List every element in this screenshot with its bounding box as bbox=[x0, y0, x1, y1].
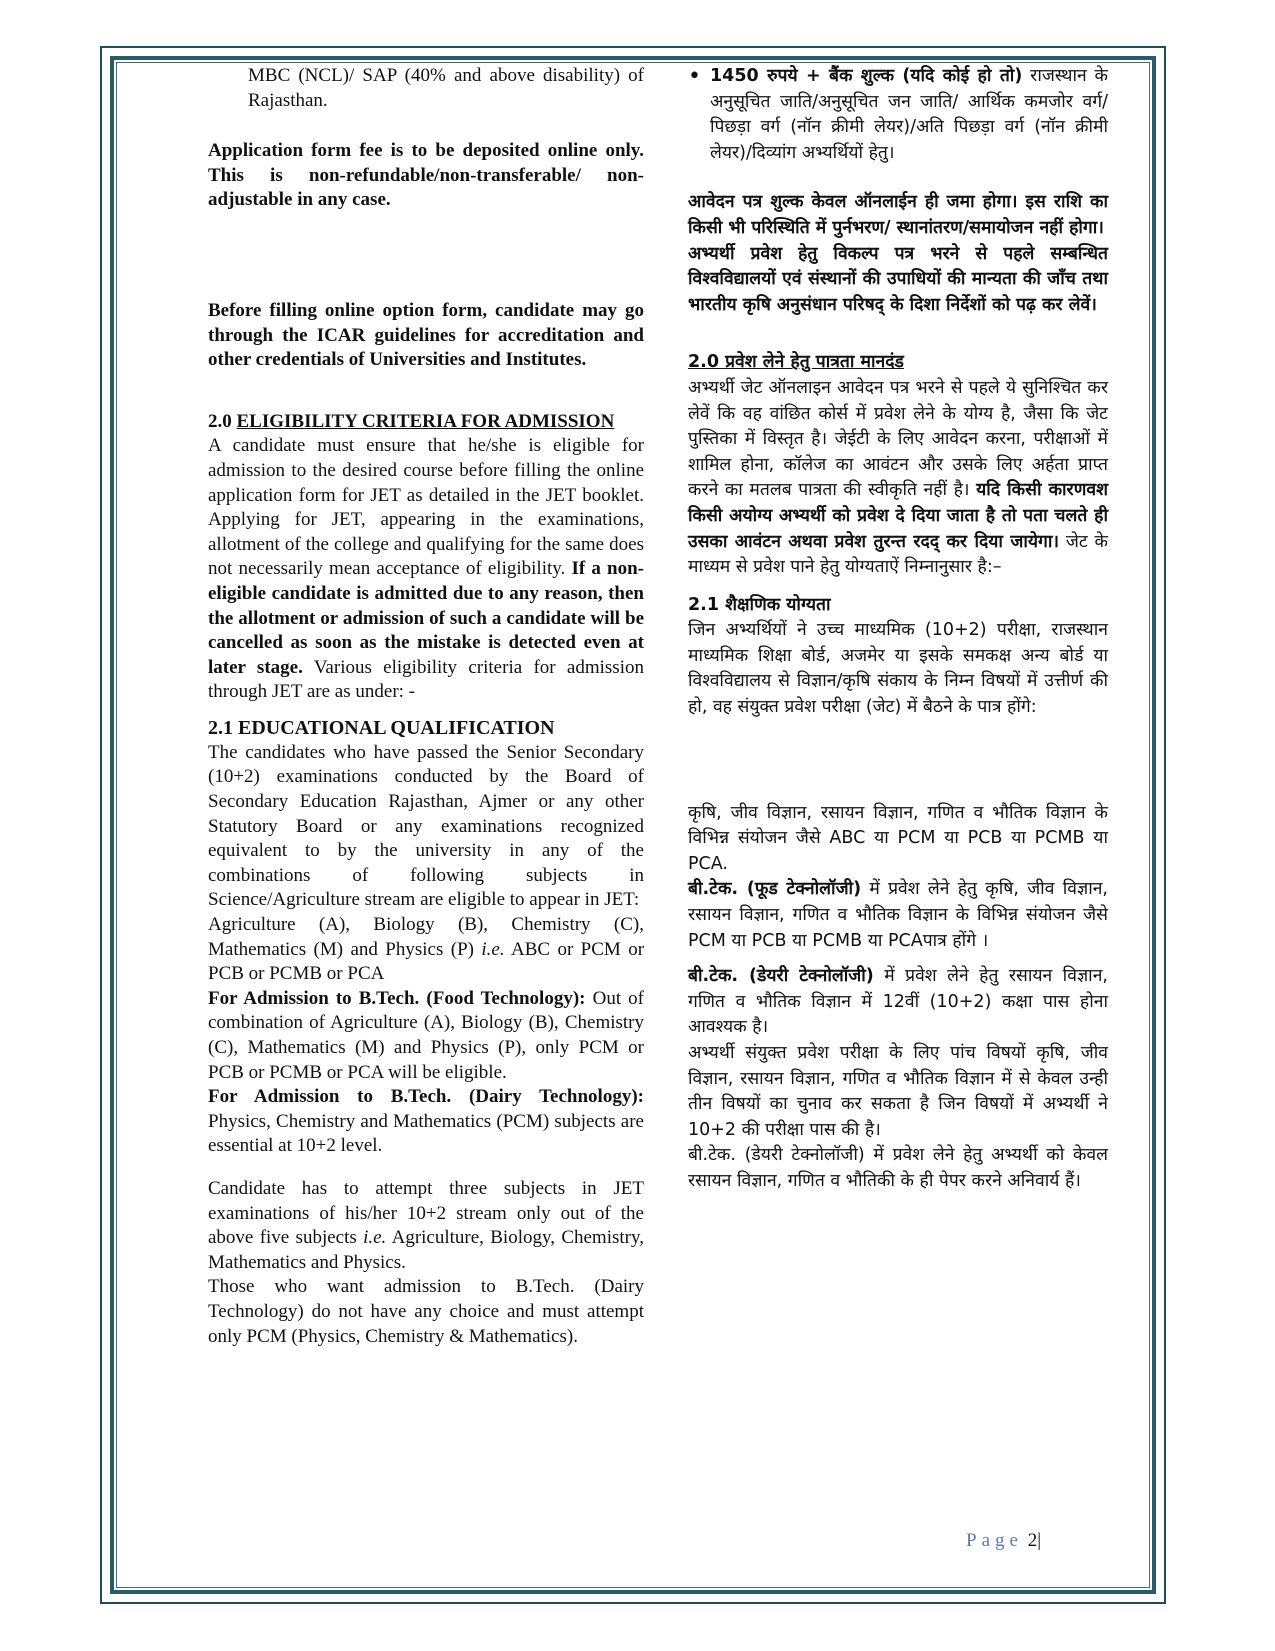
hindi-section-2-0-body: अभ्यर्थी जेट ऑनलाइन आवेदन पत्र भरने से पहले ये सुनिश्चित कर लेवें कि वह वांछित कोर्स में प्रवेश लेने के योग्य है, जैसा कि जेट पुस्तिका में विस्तृत है। जेईटी के लिए आवेदन करना, परीक्षाओं में शामिल होना, कॉलेज का आवंटन और उसके लिए अर्हता प्राप्त करने का मतलब पात्रता की स्वीकृति नहीं है। यदि किसी कारणवश किसी अयोग्य अभ्यर्थी को प्रवेश दे दिया जाता है तो पता चलते ही उसका आवंटन अथवा प्रवेश तुरन्त रदद् कर दिया जायेगा। जेट के माध्यम से प्रवेश पाने हेतु योग्यताऐं निम्नानुसार है:– bbox=[688, 377, 1108, 578]
hindi-dairy-tech-para: बी.टेक. (डेयरी टेक्नोलॉजी) में प्रवेश लेने हेतु रसायन विज्ञान, गणित व भौतिक विज्ञान में 12वीं (10+2) कक्षा पास होना आवश्यक है। bbox=[688, 966, 1108, 1038]
section-2-0-body-c: Various eligibility criteria for admission through JET are as under: - bbox=[208, 656, 644, 703]
dairy-note: Those who want admission to B.Tech. (Dairy Technology) do not have any choice and must attempt only PCM (Physics, Chemistry & Mathematics). bbox=[208, 1276, 644, 1347]
food-tech-para: For Admission to B.Tech. (Food Technology): Out of combination of Agriculture (A), Biology (B), Chemistry (C), Mathematics (M) and Physics (P), only PCM or PCB or PCMB or PCA will be eligible. bbox=[208, 987, 645, 1083]
subjects-list: Agriculture (A), Biology (B), Chemistry (C), Mathematics (M) and Physics (P) i.e. ABC or PCM or PCB or PCMB or PCA bbox=[208, 914, 645, 985]
english-column bbox=[208, 64, 644, 1349]
section-2-0-heading bbox=[208, 410, 644, 435]
fee-bullet-head: 1450 रुपये + बैंक शुल्क (यदि कोई हो तो) bbox=[710, 66, 1023, 86]
section-2-1-title: 2.1 EDUCATIONAL QUALIFICATION bbox=[208, 716, 555, 739]
section-2-0-body-a: A candidate must ensure that he/she is eligible for admission to the desired course before filling the online application form for JET as detailed in the JET booklet. Applying for JET, appearing in the examinations, allotment of the college and qualifying for the same does not necessarily mean acceptance of eligibility. bbox=[208, 435, 644, 580]
dairy-tech-heading: For Admission to B.Tech. (Dairy Technology): bbox=[208, 1086, 644, 1108]
icar-note: Before filling online option form, candidate may go through the ICAR guidelines for accreditation and other credentials of Universities and Institutes. bbox=[208, 299, 644, 371]
hindi-fee-note: आवेदन पत्र शुल्क केवल ऑनलाईन ही जमा होगा। इस राशि का किसी भी परिस्थिति में पुर्नभरण/ स्थानांतरण/समायोजन नहीं होगा। bbox=[688, 192, 1108, 238]
page-number: Page 2| bbox=[966, 1530, 1041, 1551]
attempt-para: Candidate has to attempt three subjects in JET examinations of his/her 10+2 stream only out of the above five subjects i.e. Agriculture, Biology, Chemistry, Mathematics and Physics. bbox=[208, 1177, 644, 1273]
section-2-0-number: 2.0 bbox=[208, 410, 232, 432]
fee-bullet: • 1450 रुपये + बैंक शुल्क (यदि कोई हो तो) राजस्थान के अनुसूचित जाति/अनुसूचित जन जाति/ आर्थिक कमजोर वर्ग/पिछड़ा वर्ग (नॉन क्रीमी लेयर)/अति पिछड़ा वर्ग (नॉन क्रीमी लेयर)/दिव्यांग अभ्यर्थियों हेतु। bbox=[688, 64, 1108, 166]
hindi-food-tech-para: बी.टेक. (फूड टेक्नोलॉजी) में प्रवेश लेने हेतु कृषि, जीव विज्ञान, रसायन विज्ञान, गणित व भौतिक विज्ञान के विभिन्न संयोजन जैसे PCM या PCB या PCMB या PCAपात्र होंगे । bbox=[688, 879, 1108, 951]
intro-indent: MBC (NCL)/ SAP (40% and above disability) of Rajasthan. bbox=[248, 65, 644, 111]
hindi-subjects: कृषि, जीव विज्ञान, रसायन विज्ञान, गणित व भौतिक विज्ञान के विभिन्न संयोजन जैसे ABC या PCM या PCB या PCMB या PCA. bbox=[688, 802, 1108, 874]
hindi-section-2-1-title: 2.1 शैक्षणिक योग्यता bbox=[688, 594, 831, 615]
hindi-column bbox=[688, 64, 1108, 1195]
section-2-0-title: ELIGIBILITY CRITERIA FOR ADMISSION bbox=[236, 410, 615, 432]
fee-note: Application form fee is to be deposited online only. This is non-refundable/non-transferable/ non-adjustable in any case. bbox=[208, 140, 644, 211]
hindi-attempt: अभ्यर्थी संयुक्त प्रवेश परीक्षा के लिए पांच विषयों कृषि, जीव विज्ञान, रसायन विज्ञान, गणित व भौतिक विज्ञान में से केवल उन्ही तीन विषयों का चुनाव कर सकता है जिन विषयों में अभ्यर्थी ने 10+2 की परीक्षा पास की है। bbox=[688, 1043, 1108, 1140]
section-2-0-body bbox=[208, 434, 644, 705]
section-2-1-body: The candidates who have passed the Senior Secondary (10+2) examinations conducted by the Board of Secondary Education Rajasthan, Ajmer or any other Statutory Board or any examinations recognized equivalent to by the university in any of the combinations of following subjects in Science/Agriculture stream are eligible to appear in JET: bbox=[208, 741, 644, 911]
hindi-section-2-0-title: 2.0 प्रवेश लेने हेतु पात्रता मानदंड bbox=[688, 352, 904, 373]
hindi-icar-note: अभ्यर्थी प्रवेश हेतु विकल्प पत्र भरने से पहले सम्बन्धित विश्वविद्यालयों एवं संस्थानों की उपाधियों की मान्यता की जाँच तथा भारतीय कृषि अनुसंधान परिषद् के दिशा निर्देशों को पढ़ कर लेवें। bbox=[688, 243, 1108, 315]
hindi-section-2-1-body: जिन अभ्यर्थियों ने उच्च माध्यमिक (10+2) परीक्षा, राजस्थान माध्यमिक शिक्षा बोर्ड, अजमेर या इसके समकक्ष अन्य बोर्ड या विश्वविद्यालय से विज्ञान/कृषि संकाय के निम्न विषयों में उत्तीर्ण की हो, वह संयुक्त प्रवेश परीक्षा (जेट) में बैठने के पात्र होंगे: bbox=[688, 620, 1108, 718]
dairy-tech-para: For Admission to B.Tech. (Dairy Technology): Physics, Chemistry and Mathematics (PCM) subjects are essential at 10+2 level. bbox=[208, 1086, 644, 1157]
section-2-0-body-bold: If a non-eligible candidate is admitted due to any reason, then the allotment or admission of such a candidate will be cancelled as soon as the mistake is detected even at later stage. bbox=[208, 558, 645, 678]
hindi-dairy-note: बी.टेक. (डेयरी टेक्नोलॉजी) में प्रवेश लेने हेतु अभ्यर्थी को केवल रसायन विज्ञान, गणित व भौतिकी के ही पेपर करने अनिवार्य हैं। bbox=[688, 1145, 1108, 1191]
food-tech-heading: For Admission to B.Tech. (Food Technology): bbox=[208, 987, 586, 1009]
